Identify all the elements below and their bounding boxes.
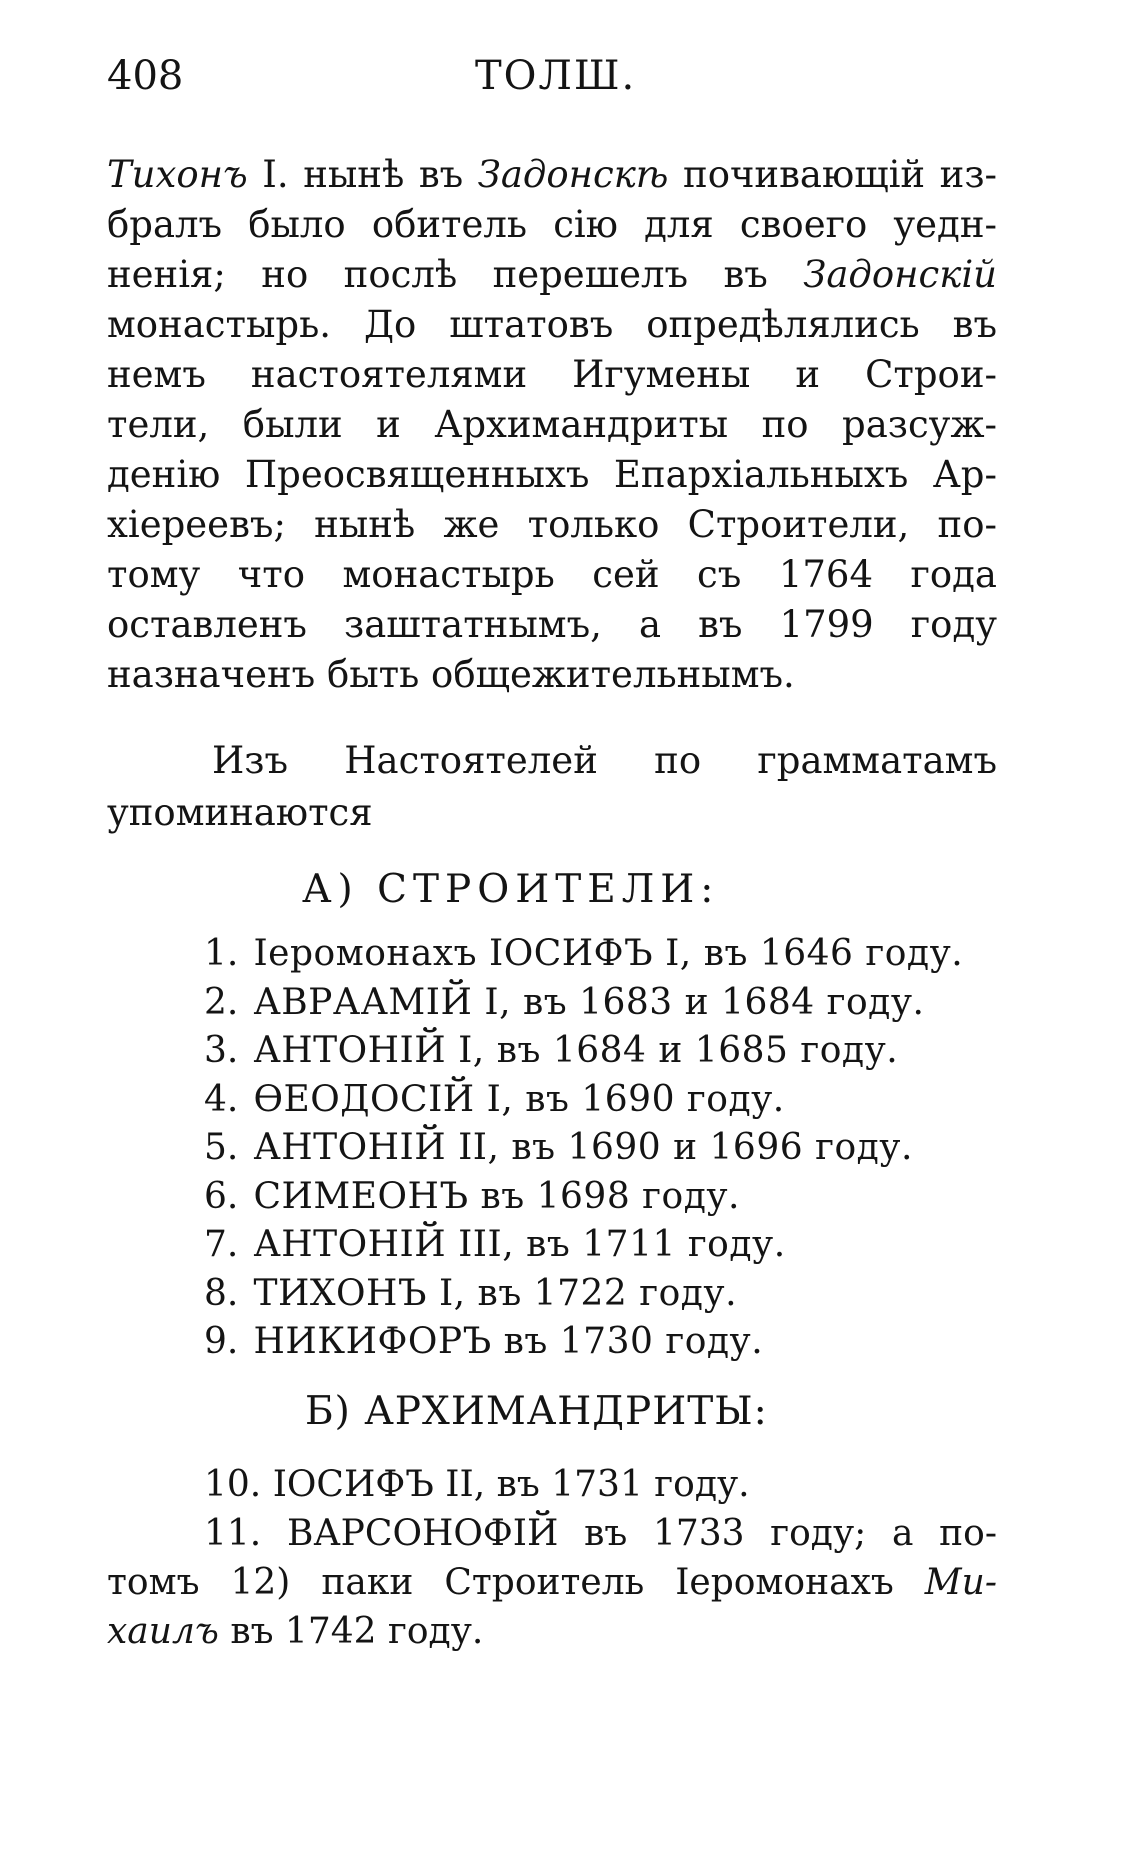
text-run: въ 1742 году.	[218, 1611, 484, 1652]
list-item	[204, 1318, 1004, 1367]
paragraph-line	[107, 250, 997, 300]
list-item	[204, 1124, 1004, 1173]
list-item	[204, 1027, 1004, 1076]
item-text: СИМЕОНЪ въ 1698 году.	[253, 1175, 740, 1217]
archimandrites-list	[107, 1460, 997, 1656]
item-text: НИКИФОРЪ въ 1730 году.	[253, 1321, 764, 1362]
list-item: 11. ВАРСОНОФІЙ въ 1733 году; а по-	[204, 1513, 997, 1554]
list-item	[204, 979, 1004, 1028]
list-item	[204, 1270, 1004, 1319]
list-item-continuation	[107, 1607, 997, 1656]
list-item	[204, 1173, 1004, 1222]
item-text: ТИХОНЪ I, въ 1722 году.	[253, 1272, 738, 1314]
section-heading-archimandrites: Б) АРХИМАНДРИТЫ:	[305, 1389, 768, 1434]
intro-line: Изъ Настоятелей по грамматамъ	[212, 739, 997, 782]
italic-place: Задонскій	[803, 253, 997, 296]
item-number: 9.	[204, 1321, 239, 1362]
item-number: 8.	[204, 1272, 239, 1314]
paragraph-line: оставленъ заштатнымъ, а въ 1799 году	[107, 603, 997, 646]
italic-name: Ми-	[924, 1562, 997, 1603]
text-run: ненія; но послѣ перешелъ въ	[107, 253, 804, 296]
item-number: 2.	[204, 981, 239, 1023]
list-item	[204, 1221, 1004, 1270]
item-number: 1.	[204, 933, 239, 974]
list-item-continuation	[107, 1558, 997, 1607]
italic-place: Задонскѣ	[477, 153, 669, 196]
italic-name: Тихонъ	[107, 153, 248, 196]
item-number: 4.	[204, 1078, 239, 1120]
item-number: 3.	[204, 1030, 239, 1071]
body-paragraph	[107, 150, 997, 700]
italic-name: хаилъ	[107, 1611, 219, 1652]
intro-line: упоминаются	[107, 791, 373, 834]
paragraph-line: монастырь. До штатовъ опредѣлялись въ	[107, 303, 997, 346]
paragraph-line: тому что монастырь сей съ 1764 года	[107, 553, 997, 596]
item-number: 5.	[204, 1127, 239, 1168]
paragraph-line	[107, 150, 997, 200]
paragraph-line: бралъ было обитель сію для своего уедн-	[107, 203, 997, 246]
text-run: почивающій из-	[668, 153, 997, 196]
running-head: ТОЛШ.	[475, 53, 637, 99]
paragraph-line: хіереевъ; нынѣ же только Строители, по-	[107, 503, 997, 546]
list-item	[204, 1076, 1004, 1125]
item-text: ѲЕОДОСІЙ I, въ 1690 году.	[253, 1078, 785, 1120]
page-number: 408	[107, 53, 184, 99]
paragraph-line: назначенъ быть общежительнымъ.	[107, 653, 795, 696]
paragraph-line: денію Преосвященныхъ Епархіальныхъ Ар-	[107, 453, 997, 496]
item-text: АНТОНІЙ I, въ 1684 и 1685 году.	[253, 1030, 899, 1071]
intro-paragraph	[107, 735, 997, 839]
paragraph-line: немъ настоятелями Игумены и Строи-	[107, 353, 997, 396]
item-number: 6.	[204, 1175, 239, 1217]
item-text: АВРААМІЙ I, въ 1683 и 1684 году.	[253, 981, 925, 1023]
section-heading-builders: А) СТРОИТЕЛИ:	[302, 867, 720, 912]
item-text: Іеромонахъ ІОСИФЪ I, въ 1646 году.	[253, 933, 964, 974]
paragraph-line: тели, были и Архимандриты по разсуж-	[107, 403, 997, 446]
list-item	[204, 930, 1004, 979]
text-run: томъ 12) паки Строитель Іеромонахъ	[107, 1562, 925, 1603]
text-run: I. нынѣ въ	[247, 153, 478, 196]
builders-list	[204, 930, 1004, 1367]
list-item: 10. ІОСИФЪ II, въ 1731 году.	[204, 1464, 750, 1505]
item-text: АНТОНІЙ II, въ 1690 и 1696 году.	[253, 1127, 913, 1168]
item-number: 7.	[204, 1224, 239, 1265]
item-text: АНТОНІЙ III, въ 1711 году.	[253, 1224, 786, 1265]
